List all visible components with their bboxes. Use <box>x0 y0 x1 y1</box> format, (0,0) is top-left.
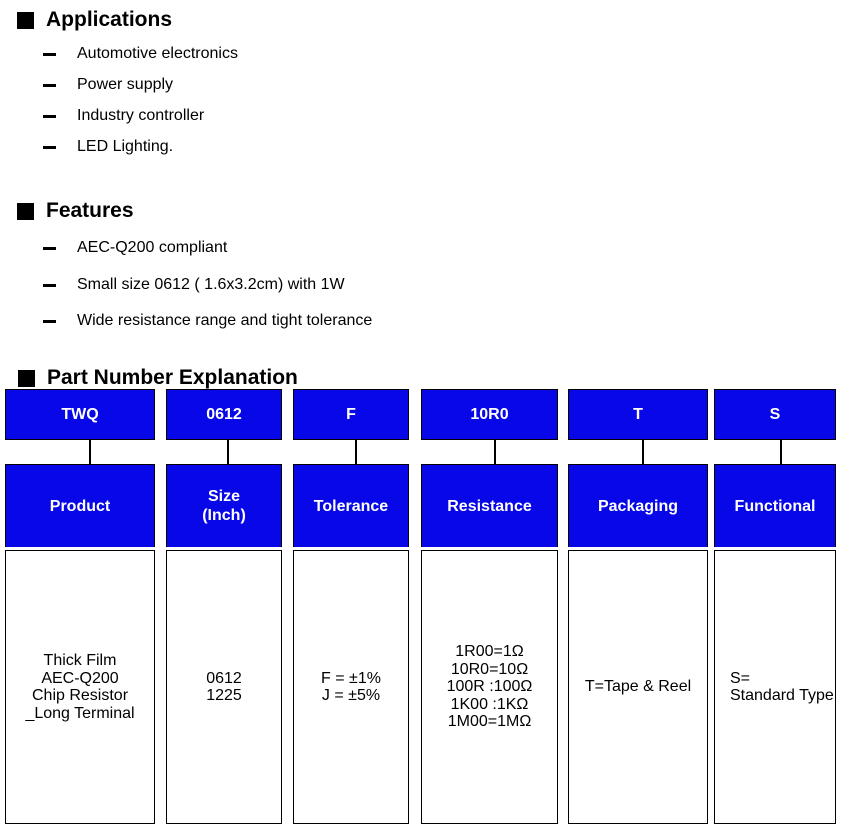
applications-title: Applications <box>46 8 173 31</box>
pn-desc-line: 1225 <box>206 687 242 704</box>
pn-connector-line <box>89 440 91 464</box>
pn-code-text: F <box>346 405 356 423</box>
pn-label-box <box>714 464 836 547</box>
pn-connector-line <box>780 440 782 464</box>
pn-code-text: 0612 <box>206 405 242 423</box>
pn-desc-line: S= <box>730 669 751 687</box>
pn-desc-line: 10R0=10Ω <box>450 660 529 678</box>
pn-label-box <box>293 464 409 547</box>
pn-code-text: TWQ <box>61 405 99 423</box>
pn-connector-line <box>355 440 357 464</box>
pn-code-box <box>293 389 409 440</box>
pn-label-line: Resistance <box>447 497 532 515</box>
pn-code-text: S <box>769 405 781 423</box>
pn-label-line: (Inch) <box>202 507 246 524</box>
pn-code-box <box>568 389 708 440</box>
applications-item-text: LED Lighting. <box>77 138 174 155</box>
pn-code-text: T <box>633 405 643 423</box>
pn-connector-line <box>642 440 644 464</box>
pn-desc-line: _Long Terminal <box>25 704 135 722</box>
pn-column-2 <box>293 389 409 824</box>
pn-column-5 <box>714 389 836 824</box>
pn-desc-line: J = ±5% <box>321 687 381 704</box>
features-item-text: Small size 0612 ( 1.6x3.2cm) with 1W <box>77 276 345 293</box>
pn-desc-line: Standard Type <box>730 687 834 704</box>
pn-desc-box <box>166 550 282 824</box>
pn-connector-line <box>494 440 496 464</box>
pn-label-line: Tolerance <box>313 497 389 515</box>
pn-desc-line: 1K00 :1KΩ <box>450 695 529 713</box>
pn-desc-box <box>714 550 836 824</box>
applications-item-text: Industry controller <box>77 107 205 124</box>
pn-column-4 <box>568 389 708 824</box>
features-item-text: Wide resistance range and tight tolerance <box>77 312 373 329</box>
pn-column-1 <box>166 389 282 824</box>
pn-label-line: Size <box>207 488 240 505</box>
pn-code-box <box>166 389 282 440</box>
pn-column-0 <box>5 389 155 824</box>
pn-label-box <box>568 464 708 547</box>
pn-desc-line: T=Tape & Reel <box>584 678 692 696</box>
pn-desc-line: 0612 <box>206 669 242 687</box>
part-number-title: Part Number Explanation <box>47 366 298 389</box>
pn-label-line: Packaging <box>597 497 679 515</box>
pn-desc-box <box>421 550 558 824</box>
pn-connector-line <box>227 440 229 464</box>
applications-item-text: Power supply <box>77 76 174 93</box>
features-title: Features <box>46 199 134 222</box>
pn-column-3 <box>421 389 558 824</box>
pn-desc-box <box>5 550 155 824</box>
pn-label-box <box>5 464 155 547</box>
pn-desc-line: AEC-Q200 <box>41 669 119 687</box>
pn-desc-box <box>293 550 409 824</box>
pn-desc-line: 1M00=1MΩ <box>447 713 532 731</box>
pn-desc-line: Thick Film <box>43 652 117 669</box>
pn-desc-line: F = ±1% <box>321 669 381 687</box>
pn-desc-line: 1R00=1Ω <box>455 643 524 661</box>
pn-label-box <box>166 464 282 547</box>
pn-code-box <box>421 389 558 440</box>
pn-code-box <box>5 389 155 440</box>
pn-code-text: 10R0 <box>470 405 509 423</box>
applications-item-text: Automotive electronics <box>77 45 238 62</box>
pn-desc-box <box>568 550 708 824</box>
features-item-text: AEC-Q200 compliant <box>77 239 228 256</box>
pn-label-box <box>421 464 558 547</box>
pn-label-line: Product <box>49 497 111 515</box>
pn-code-box <box>714 389 836 440</box>
pn-label-line: Functional <box>734 497 816 515</box>
pn-desc-line: 100R :100Ω <box>446 678 533 696</box>
pn-desc-line: Chip Resistor <box>31 687 129 704</box>
